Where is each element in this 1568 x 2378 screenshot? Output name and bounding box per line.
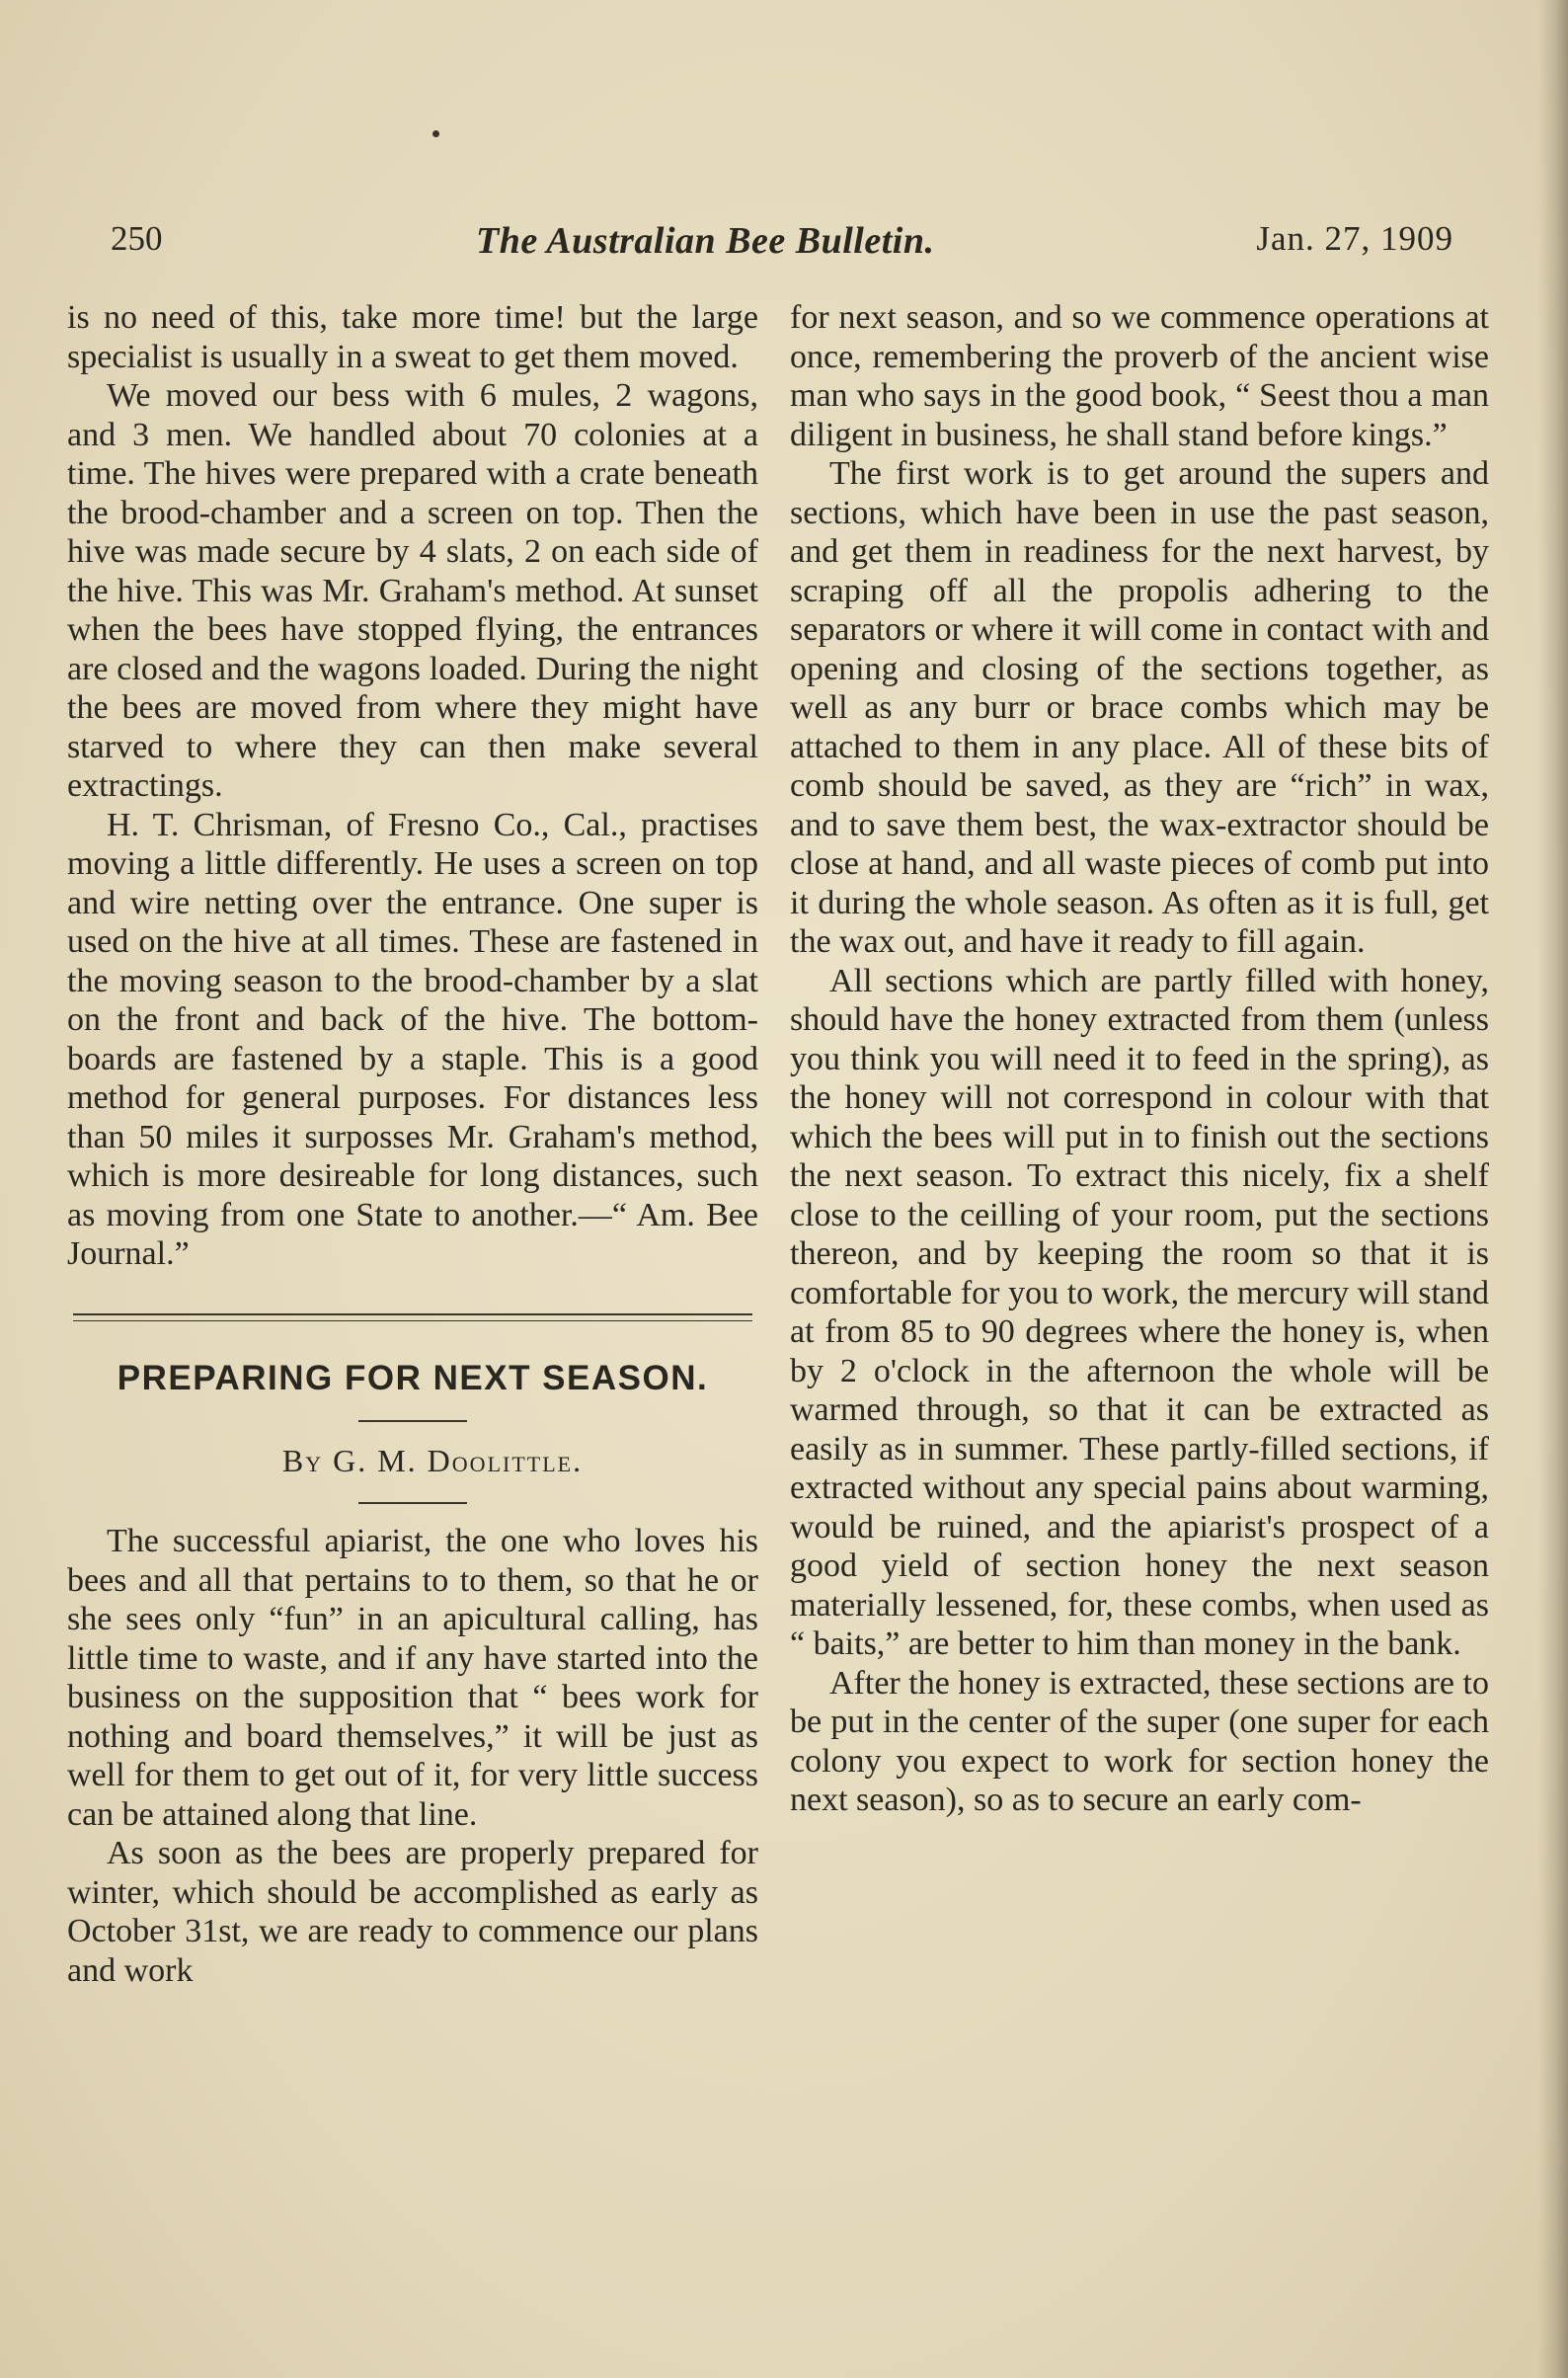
continued-paragraph: for next season, and so we commence operations at once, remembering the proverb of the ancient wise man who says in the good book, “ Seest thou a man diligent in business, he shall stand before kings.” [790,299,1489,453]
paragraph: The successful apiarist, the one who loves his bees and all that pertains to to them, so that he or she sees only “fun” in an apicultural calling, has little time to waste, and if any have started into the business on the supposition that “ bees work for nothing and board themselves,” it will be just as well for them to get out of it, for very little success can be attained along that line. [67,1523,758,1833]
page-number: 250 [111,219,163,258]
article-title: PREPARING FOR NEXT SEASON. [117,1358,709,1397]
byline-text: By G. M. Doolittle. [281,1442,584,1478]
paragraph: As soon as the bees are properly prepared for winter, which should be accomplished as early as October 31st, we are ready to commence our plans and work [67,1835,758,1989]
double-rule-divider [73,1313,752,1321]
continued-paragraph: is no need of this, take more time! but the large specialist is usually in a sweat to get them moved. [67,299,758,375]
byline [67,1442,758,1481]
left-column [67,298,758,1990]
running-header [111,219,1453,269]
paragraph: The first work is to get around the supers and sections, which have been in use the past season, and get them in readiness for the next harvest, by scraping off all the propolis adhering to the separators or where it will come in contact with and opening and closing of the sections together, as well as any burr or brace combs which may be attached to them in any place. All of these bits of comb should be saved, as they are “rich” in wax, and to save them best, the wax-extractor should be close at hand, and all waste pieces of comb put into it during the whole season. As often as it is full, get the wax out, and have it ready to fill again. [790,455,1489,960]
paragraph: We moved our bess with 6 mules, 2 wagons, and 3 men. We handled about 70 colonies at a time. The hives were prepared with a crate beneath the brood-chamber and a screen on top. Then the hive was made secure by 4 slats, 2 on each side of the hive. This was Mr. Graham's method. At sunset when the bees have stopped flying, the entrances are closed and the wagons loaded. During the night the bees are moved from where they might have starved to where they can then make several extractings. [67,377,758,804]
short-rule [358,1420,467,1422]
paragraph: After the honey is extracted, these sections are to be put in the center of the super (one super for each colony you expect to work for section honey the next season), so as to secure an early com- [790,1664,1489,1818]
running-title: The Australian Bee Bulletin. [476,220,935,262]
right-column [790,298,1489,1820]
short-rule [358,1502,467,1504]
paragraph: H. T. Chrisman, of Fresno Co., Cal., practises moving a little differently. He uses a screen on top and wire netting over the entrance. One super is used on the hive at all times. These are fastened in the moving season to the brood-chamber by a slat on the front and back of the hive. The bottom-boards are fastened by a staple. This is a good method for general purposes. For distances less than 50 miles it surposses Mr. Graham's method, which is more desireable for long distances, such as moving from one State to another.—“ Am. Bee Journal.” [67,806,758,1272]
paragraph: All sections which are partly filled with honey, should have the honey extracted from them (unless you think you will need it to feed in the spring), as the honey will not correspond in colour with that which the bees will put in to finish out the sections the next season. To extract this nicely, fix a shelf close to the ceilling of your room, put the sections thereon, and by keeping the room so that it is comfortable for you to work, the mercury will stand at from 85 to 90 degrees where the honey is, when by 2 o'clock in the afternoon the whole will be warmed through, so that it can be extracted as easily as in summer. These partly-filled sections, if extracted without any special pains about warming, would be ruined, and the apiarist's prospect of a good yield of section honey the next season materially lessened, for, these combs, when used as “ baits,” are better to him than money in the bank. [790,962,1489,1662]
issue-date: Jan. 27, 1909 [1256,219,1453,258]
page-edge-shadow [1538,0,1568,2378]
ink-spot [432,130,439,137]
